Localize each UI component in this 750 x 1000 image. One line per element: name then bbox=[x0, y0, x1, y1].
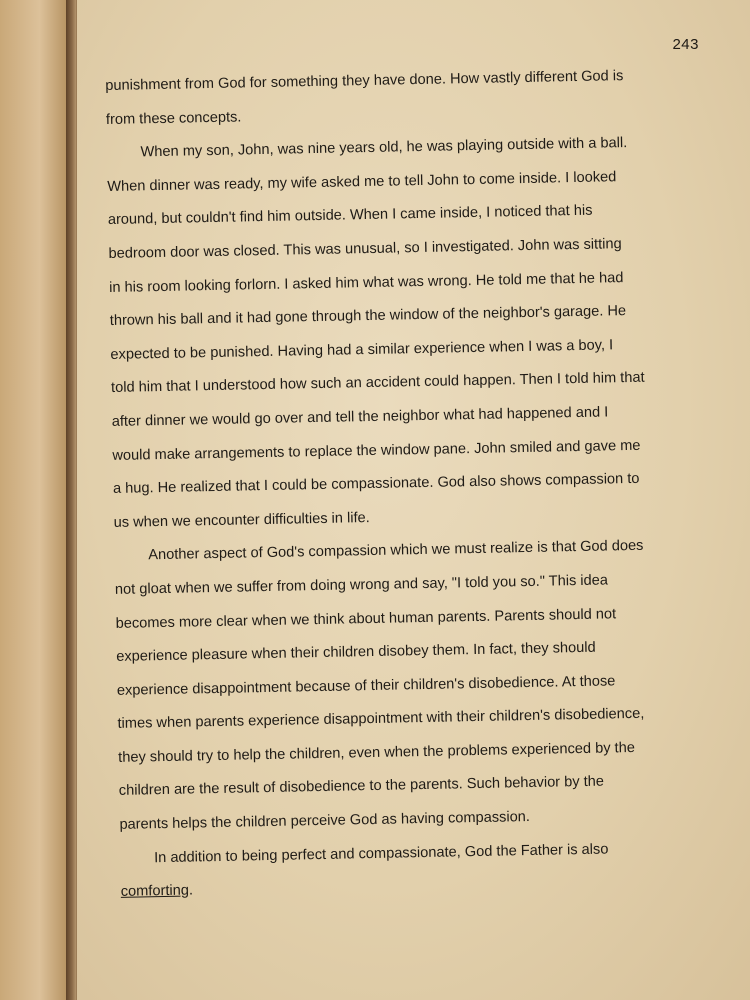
text-line: parents helps the children perceive God as having compassion. bbox=[119, 809, 531, 833]
text-line: bedroom door was closed. This was unusual, so I investigated. John was sitting bbox=[108, 236, 622, 262]
text-line: they should try to help the children, even when the problems experienced by the bbox=[118, 739, 636, 766]
text-line: expected to be punished. Having had a similar experience when I was a boy, I bbox=[110, 337, 614, 363]
text-line: us when we encounter difficulties in life. bbox=[113, 509, 370, 531]
text-line: would make arrangements to replace the window pane. John smiled and gave me bbox=[112, 437, 641, 464]
text-line: experience pleasure when their children disobey them. In fact, they should bbox=[116, 639, 596, 665]
text-line: becomes more clear when we think about human parents. Parents should not bbox=[115, 605, 617, 632]
page-number: 243 bbox=[672, 36, 699, 53]
body-text bbox=[105, 58, 736, 909]
text-line: from these concepts. bbox=[105, 108, 242, 128]
text-line: experience disappointment because of their children's disobedience. At those bbox=[116, 673, 616, 699]
text-line: not gloat when we suffer from doing wrong and say, "I told you so." This idea bbox=[114, 572, 609, 598]
text-line: punishment from God for something they have done. How vastly different God is bbox=[105, 68, 624, 94]
text-line: children are the result of disobedience to the parents. Such behavior by the bbox=[118, 774, 605, 800]
book-page bbox=[76, 0, 750, 1000]
text-line: When my son, John, was nine years old, he was playing outside with a ball. bbox=[140, 135, 628, 161]
text-line: after dinner we would go over and tell the neighbor what had happened and I bbox=[111, 404, 609, 430]
text-line: times when parents experience disappointment with their children's disobedience, bbox=[117, 706, 645, 733]
text-line: around, but couldn't find him outside. When I came inside, I noticed that his bbox=[107, 203, 593, 229]
text-line: a hug. He realized that I could be compassionate. God also shows compassion to bbox=[112, 470, 640, 498]
final-period: . bbox=[188, 882, 194, 899]
text-line: When dinner was ready, my wife asked me to tell John to come inside. I looked bbox=[107, 168, 617, 195]
left-page-edge bbox=[0, 0, 72, 1000]
text-line: In addition to being perfect and compassionate, God the Father is also bbox=[153, 841, 609, 866]
underlined-word: comforting bbox=[120, 882, 190, 901]
text-line: thrown his ball and it had gone through the window of the neighbor's garage. He bbox=[109, 303, 627, 330]
text-line: Another aspect of God's compassion which we must realize is that God does bbox=[148, 538, 644, 564]
text-line: in his room looking forlorn. I asked him what was wrong. He told me that he had bbox=[109, 269, 624, 296]
text-line: told him that I understood how such an accident could happen. Then I told him that bbox=[110, 370, 645, 397]
